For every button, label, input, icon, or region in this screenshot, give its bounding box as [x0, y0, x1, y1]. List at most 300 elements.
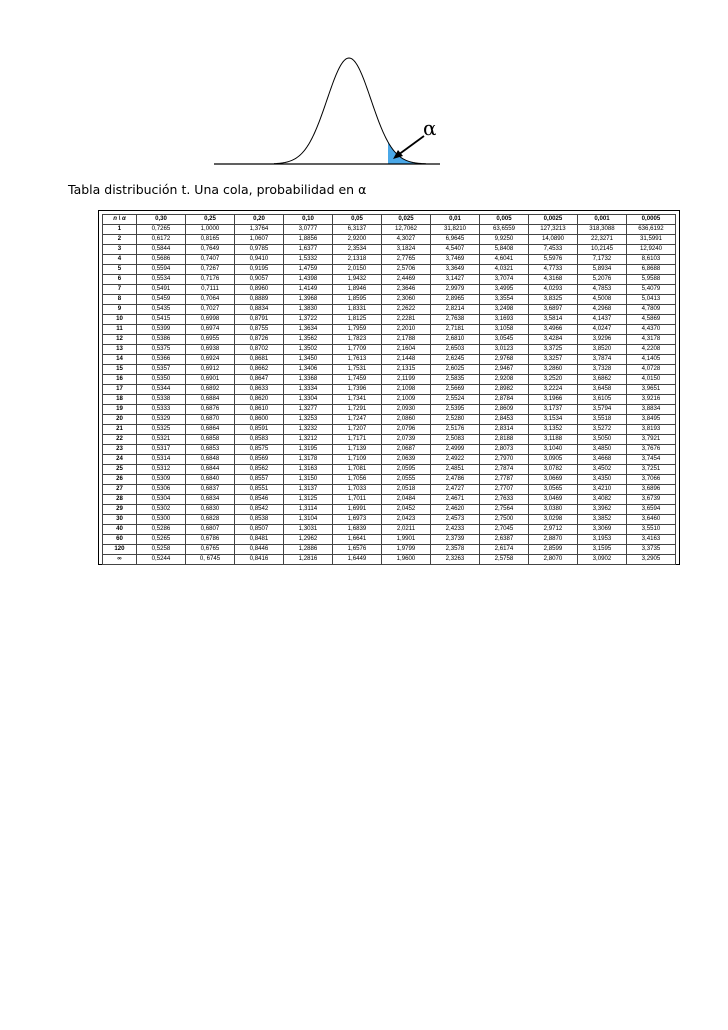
- critical-value-cell: 0,6974: [186, 325, 235, 335]
- critical-value-cell: 1,8946: [333, 285, 382, 295]
- critical-value-cell: 1,7459: [333, 375, 382, 385]
- critical-value-cell: 0,5302: [137, 505, 186, 515]
- critical-value-cell: 2,2622: [382, 305, 431, 315]
- critical-value-cell: 0,5338: [137, 395, 186, 405]
- critical-value-cell: 2,1098: [382, 385, 431, 395]
- critical-value-cell: 2,0452: [382, 505, 431, 515]
- critical-value-cell: 4,1405: [627, 355, 676, 365]
- critical-value-cell: 2,8073: [480, 445, 529, 455]
- degrees-of-freedom-cell: 18: [103, 395, 137, 405]
- critical-value-cell: 1,7207: [333, 425, 382, 435]
- degrees-of-freedom-cell: 10: [103, 315, 137, 325]
- degrees-of-freedom-cell: 23: [103, 445, 137, 455]
- table-row: [103, 425, 676, 435]
- critical-value-cell: 0,6807: [186, 525, 235, 535]
- critical-value-cell: 4,5008: [578, 295, 627, 305]
- degrees-of-freedom-cell: 14: [103, 355, 137, 365]
- critical-value-cell: 2,9768: [480, 355, 529, 365]
- critical-value-cell: 0,6924: [186, 355, 235, 365]
- critical-value-cell: 0,5415: [137, 315, 186, 325]
- critical-value-cell: 3,0565: [529, 485, 578, 495]
- degrees-of-freedom-cell: 12: [103, 335, 137, 345]
- critical-value-cell: 0,7111: [186, 285, 235, 295]
- critical-value-cell: 3,8325: [529, 295, 578, 305]
- critical-value-cell: 3,0545: [480, 335, 529, 345]
- critical-value-cell: 0,8446: [235, 545, 284, 555]
- critical-value-cell: 2,4469: [382, 275, 431, 285]
- critical-value-cell: 3,1427: [431, 275, 480, 285]
- table-row: [103, 505, 676, 515]
- critical-value-cell: 2,0150: [333, 265, 382, 275]
- critical-value-cell: 1,8856: [284, 235, 333, 245]
- critical-value-cell: 2,9979: [431, 285, 480, 295]
- critical-value-cell: 7,4533: [529, 245, 578, 255]
- critical-value-cell: 1,3722: [284, 315, 333, 325]
- table-row: [103, 285, 676, 295]
- critical-value-cell: 3,1534: [529, 415, 578, 425]
- critical-value-cell: 4,0150: [627, 375, 676, 385]
- critical-value-cell: 2,7564: [480, 505, 529, 515]
- critical-value-cell: 4,0321: [480, 265, 529, 275]
- critical-value-cell: 0,6830: [186, 505, 235, 515]
- critical-value-cell: 3,8495: [627, 415, 676, 425]
- critical-value-cell: 3,0469: [529, 495, 578, 505]
- critical-value-cell: 2,5669: [431, 385, 480, 395]
- critical-value-cell: 2,2281: [382, 315, 431, 325]
- critical-value-cell: 0,8591: [235, 425, 284, 435]
- critical-value-cell: 2,6245: [431, 355, 480, 365]
- critical-value-cell: 4,1437: [578, 315, 627, 325]
- critical-value-cell: 1,3178: [284, 455, 333, 465]
- critical-value-cell: 2,8784: [480, 395, 529, 405]
- critical-value-cell: 31,5991: [627, 235, 676, 245]
- critical-value-cell: 12,7062: [382, 225, 431, 235]
- critical-value-cell: 0,5314: [137, 455, 186, 465]
- critical-value-cell: 0,5321: [137, 435, 186, 445]
- table-row: [103, 545, 676, 555]
- critical-value-cell: 2,0211: [382, 525, 431, 535]
- critical-value-cell: 3,4850: [578, 445, 627, 455]
- critical-value-cell: 4,2208: [627, 345, 676, 355]
- critical-value-cell: 3,3257: [529, 355, 578, 365]
- critical-value-cell: 3,5272: [578, 425, 627, 435]
- degrees-of-freedom-cell: ∞: [103, 555, 137, 565]
- table-row: [103, 245, 676, 255]
- critical-value-cell: 0,8551: [235, 485, 284, 495]
- degrees-of-freedom-cell: 13: [103, 345, 137, 355]
- critical-value-cell: 2,7970: [480, 455, 529, 465]
- critical-value-cell: 0,5333: [137, 405, 186, 415]
- critical-value-cell: 0,7064: [186, 295, 235, 305]
- critical-value-cell: 2,8609: [480, 405, 529, 415]
- critical-value-cell: 1,6377: [284, 245, 333, 255]
- degrees-of-freedom-cell: 60: [103, 535, 137, 545]
- critical-value-cell: 2,8965: [431, 295, 480, 305]
- critical-value-cell: 3,4668: [578, 455, 627, 465]
- critical-value-cell: 3,2498: [480, 305, 529, 315]
- critical-value-cell: 0,5534: [137, 275, 186, 285]
- critical-value-cell: 3,1953: [578, 535, 627, 545]
- t-distribution-table: [102, 214, 676, 565]
- critical-value-cell: 1,7139: [333, 445, 382, 455]
- degrees-of-freedom-cell: 24: [103, 455, 137, 465]
- table-row: [103, 365, 676, 375]
- critical-value-cell: 1,4149: [284, 285, 333, 295]
- critical-value-cell: 0,5306: [137, 485, 186, 495]
- critical-value-cell: 2,1318: [333, 255, 382, 265]
- critical-value-cell: 0,6901: [186, 375, 235, 385]
- critical-value-cell: 3,1824: [382, 245, 431, 255]
- header-alpha-value: 0,10: [284, 215, 333, 225]
- critical-value-cell: 1,7531: [333, 365, 382, 375]
- critical-value-cell: 2,9712: [529, 525, 578, 535]
- critical-value-cell: 1,0607: [235, 235, 284, 245]
- critical-value-cell: 0,5258: [137, 545, 186, 555]
- critical-value-cell: 3,1595: [578, 545, 627, 555]
- critical-value-cell: 2,0796: [382, 425, 431, 435]
- critical-value-cell: 3,5794: [578, 405, 627, 415]
- degrees-of-freedom-cell: 7: [103, 285, 137, 295]
- table-row: [103, 485, 676, 495]
- critical-value-cell: 2,4727: [431, 485, 480, 495]
- table-row: [103, 525, 676, 535]
- critical-value-cell: 0,7176: [186, 275, 235, 285]
- critical-value-cell: 3,1040: [529, 445, 578, 455]
- header-alpha-value: 0,001: [578, 215, 627, 225]
- critical-value-cell: 3,4350: [578, 475, 627, 485]
- table-row: [103, 435, 676, 445]
- critical-value-cell: 1,3368: [284, 375, 333, 385]
- table-row: [103, 475, 676, 485]
- table-caption: Tabla distribución t. Una cola, probabilidad en α: [68, 182, 367, 197]
- critical-value-cell: 2,6503: [431, 345, 480, 355]
- critical-value-cell: 1,7341: [333, 395, 382, 405]
- degrees-of-freedom-cell: 27: [103, 485, 137, 495]
- critical-value-cell: 2,8188: [480, 435, 529, 445]
- table-row: [103, 375, 676, 385]
- critical-value-cell: 1,3562: [284, 335, 333, 345]
- critical-value-cell: 1,3031: [284, 525, 333, 535]
- critical-value-cell: 0,5366: [137, 355, 186, 365]
- critical-value-cell: 1,6973: [333, 515, 382, 525]
- critical-value-cell: 5,5976: [529, 255, 578, 265]
- critical-value-cell: 0,5375: [137, 345, 186, 355]
- critical-value-cell: 0,8702: [235, 345, 284, 355]
- table-row: [103, 405, 676, 415]
- critical-value-cell: 1,3232: [284, 425, 333, 435]
- critical-value-cell: 2,5758: [480, 555, 529, 565]
- critical-value-cell: 0,8889: [235, 295, 284, 305]
- critical-value-cell: 1,8125: [333, 315, 382, 325]
- critical-value-cell: 0,5686: [137, 255, 186, 265]
- degrees-of-freedom-cell: 1: [103, 225, 137, 235]
- table-row: [103, 295, 676, 305]
- critical-value-cell: 2,7874: [480, 465, 529, 475]
- critical-value-cell: 2,0860: [382, 415, 431, 425]
- critical-value-cell: 1,7291: [333, 405, 382, 415]
- critical-value-cell: 3,7469: [431, 255, 480, 265]
- critical-value-cell: 0,8633: [235, 385, 284, 395]
- critical-value-cell: 3,3962: [578, 505, 627, 515]
- table-row: [103, 335, 676, 345]
- degrees-of-freedom-cell: 40: [103, 525, 137, 535]
- critical-value-cell: 3,0777: [284, 225, 333, 235]
- degrees-of-freedom-cell: 19: [103, 405, 137, 415]
- degrees-of-freedom-cell: 4: [103, 255, 137, 265]
- table-row: [103, 465, 676, 475]
- critical-value-cell: 0,6998: [186, 315, 235, 325]
- critical-value-cell: 1,3163: [284, 465, 333, 475]
- critical-value-cell: 0,6870: [186, 415, 235, 425]
- degrees-of-freedom-cell: 20: [103, 415, 137, 425]
- t-table-frame: [98, 210, 680, 565]
- critical-value-cell: 2,8314: [480, 425, 529, 435]
- critical-value-cell: 0,5317: [137, 445, 186, 455]
- critical-value-cell: 2,7045: [480, 525, 529, 535]
- critical-value-cell: 1,3304: [284, 395, 333, 405]
- critical-value-cell: 0,6172: [137, 235, 186, 245]
- critical-value-cell: 0,8546: [235, 495, 284, 505]
- critical-value-cell: 3,4210: [578, 485, 627, 495]
- critical-value-cell: 2,1788: [382, 335, 431, 345]
- critical-value-cell: 0,9785: [235, 245, 284, 255]
- critical-value-cell: 0,8610: [235, 405, 284, 415]
- critical-value-cell: 3,7454: [627, 455, 676, 465]
- critical-value-cell: 1,9901: [382, 535, 431, 545]
- degrees-of-freedom-cell: 21: [103, 425, 137, 435]
- critical-value-cell: 0,6840: [186, 475, 235, 485]
- critical-value-cell: 0,8834: [235, 305, 284, 315]
- critical-value-cell: 5,4079: [627, 285, 676, 295]
- degrees-of-freedom-cell: 28: [103, 495, 137, 505]
- critical-value-cell: 2,5395: [431, 405, 480, 415]
- critical-value-cell: 2,9200: [333, 235, 382, 245]
- critical-value-cell: 1,7171: [333, 435, 382, 445]
- critical-value-cell: 3,1058: [480, 325, 529, 335]
- degrees-of-freedom-cell: 2: [103, 235, 137, 245]
- critical-value-cell: 1,3968: [284, 295, 333, 305]
- critical-value-cell: 2,9208: [480, 375, 529, 385]
- critical-value-cell: 0,6876: [186, 405, 235, 415]
- critical-value-cell: 0,8755: [235, 325, 284, 335]
- critical-value-cell: 3,3735: [627, 545, 676, 555]
- critical-value-cell: 1,3830: [284, 305, 333, 315]
- critical-value-cell: 0,6853: [186, 445, 235, 455]
- degrees-of-freedom-cell: 6: [103, 275, 137, 285]
- table-row: [103, 555, 676, 565]
- table-row: [103, 325, 676, 335]
- critical-value-cell: 3,6862: [578, 375, 627, 385]
- critical-value-cell: 3,3069: [578, 525, 627, 535]
- critical-value-cell: 3,3725: [529, 345, 578, 355]
- critical-value-cell: 2,8599: [529, 545, 578, 555]
- critical-value-cell: 0,8583: [235, 435, 284, 445]
- critical-value-cell: 0,6864: [186, 425, 235, 435]
- critical-value-cell: 1,6991: [333, 505, 382, 515]
- table-row: [103, 265, 676, 275]
- critical-value-cell: 3,8520: [578, 345, 627, 355]
- critical-value-cell: 1,3195: [284, 445, 333, 455]
- critical-value-cell: 3,1693: [480, 315, 529, 325]
- header-alpha-value: 0,30: [137, 215, 186, 225]
- critical-value-cell: 31,8210: [431, 225, 480, 235]
- critical-value-cell: 3,3554: [480, 295, 529, 305]
- critical-value-cell: 0,8538: [235, 515, 284, 525]
- critical-value-cell: 0,5344: [137, 385, 186, 395]
- critical-value-cell: 0,9410: [235, 255, 284, 265]
- critical-value-cell: 3,1188: [529, 435, 578, 445]
- critical-value-cell: 3,2860: [529, 365, 578, 375]
- critical-value-cell: 0,5325: [137, 425, 186, 435]
- degrees-of-freedom-cell: 11: [103, 325, 137, 335]
- critical-value-cell: 4,3168: [529, 275, 578, 285]
- critical-value-cell: 0,5844: [137, 245, 186, 255]
- critical-value-cell: 1,3114: [284, 505, 333, 515]
- degrees-of-freedom-cell: 5: [103, 265, 137, 275]
- critical-value-cell: 4,0728: [627, 365, 676, 375]
- critical-value-cell: 2,4620: [431, 505, 480, 515]
- degrees-of-freedom-cell: 17: [103, 385, 137, 395]
- critical-value-cell: 2,4786: [431, 475, 480, 485]
- critical-value-cell: 0,5459: [137, 295, 186, 305]
- critical-value-cell: 3,9651: [627, 385, 676, 395]
- critical-value-cell: 1,3334: [284, 385, 333, 395]
- critical-value-cell: 2,1009: [382, 395, 431, 405]
- critical-value-cell: 5,9588: [627, 275, 676, 285]
- critical-value-cell: 2,3060: [382, 295, 431, 305]
- critical-value-cell: 2,0423: [382, 515, 431, 525]
- critical-value-cell: 1,3406: [284, 365, 333, 375]
- table-row: [103, 495, 676, 505]
- header-alpha-value: 0,05: [333, 215, 382, 225]
- critical-value-cell: 0,6858: [186, 435, 235, 445]
- critical-value-cell: 1,3104: [284, 515, 333, 525]
- critical-value-cell: 3,6460: [627, 515, 676, 525]
- critical-value-cell: 1,7823: [333, 335, 382, 345]
- critical-value-cell: 2,4233: [431, 525, 480, 535]
- critical-value-cell: 2,8453: [480, 415, 529, 425]
- critical-value-cell: 3,6458: [578, 385, 627, 395]
- critical-value-cell: 3,6594: [627, 505, 676, 515]
- critical-value-cell: 2,3646: [382, 285, 431, 295]
- critical-value-cell: 2,4671: [431, 495, 480, 505]
- critical-value-cell: 0,8960: [235, 285, 284, 295]
- critical-value-cell: 2,7500: [480, 515, 529, 525]
- t-distribution-curve-figure: [212, 52, 442, 172]
- critical-value-cell: 2,3578: [431, 545, 480, 555]
- critical-value-cell: 5,8934: [578, 265, 627, 275]
- critical-value-cell: 2,7633: [480, 495, 529, 505]
- critical-value-cell: 3,2224: [529, 385, 578, 395]
- critical-value-cell: 1,3150: [284, 475, 333, 485]
- header-alpha-value: 0,0005: [627, 215, 676, 225]
- critical-value-cell: 1,2816: [284, 555, 333, 565]
- critical-value-cell: 0,6955: [186, 335, 235, 345]
- critical-value-cell: 2,0518: [382, 485, 431, 495]
- critical-value-cell: 0,9195: [235, 265, 284, 275]
- bell-curve: [274, 58, 426, 164]
- critical-value-cell: 0,7267: [186, 265, 235, 275]
- critical-value-cell: 4,7733: [529, 265, 578, 275]
- critical-value-cell: 3,5518: [578, 415, 627, 425]
- critical-value-cell: 0,6786: [186, 535, 235, 545]
- critical-value-cell: 2,3263: [431, 555, 480, 565]
- critical-value-cell: 0,5312: [137, 465, 186, 475]
- critical-value-cell: 2,5706: [382, 265, 431, 275]
- critical-value-cell: 0,7649: [186, 245, 235, 255]
- critical-value-cell: 1,7709: [333, 345, 382, 355]
- degrees-of-freedom-cell: 8: [103, 295, 137, 305]
- critical-value-cell: 4,0247: [578, 325, 627, 335]
- critical-value-cell: 3,0902: [578, 555, 627, 565]
- critical-value-cell: 0,8542: [235, 505, 284, 515]
- critical-value-cell: 4,5869: [627, 315, 676, 325]
- critical-value-cell: 3,3649: [431, 265, 480, 275]
- critical-value-cell: 3,8834: [627, 405, 676, 415]
- critical-value-cell: 6,3137: [333, 225, 382, 235]
- critical-value-cell: 2,7765: [382, 255, 431, 265]
- critical-value-cell: 2,1448: [382, 355, 431, 365]
- critical-value-cell: 4,6041: [480, 255, 529, 265]
- critical-value-cell: 2,7787: [480, 475, 529, 485]
- critical-value-cell: 0,8791: [235, 315, 284, 325]
- critical-value-cell: 2,7707: [480, 485, 529, 495]
- critical-value-cell: 2,4851: [431, 465, 480, 475]
- header-alpha-value: 0,025: [382, 215, 431, 225]
- critical-value-cell: 2,1315: [382, 365, 431, 375]
- critical-value-cell: 1,3764: [235, 225, 284, 235]
- critical-value-cell: 127,3213: [529, 225, 578, 235]
- critical-value-cell: 4,7809: [627, 305, 676, 315]
- critical-value-cell: 3,4502: [578, 465, 627, 475]
- critical-value-cell: 2,8982: [480, 385, 529, 395]
- table-header-row: [103, 215, 676, 225]
- critical-value-cell: 14,0890: [529, 235, 578, 245]
- critical-value-cell: 2,1199: [382, 375, 431, 385]
- critical-value-cell: 3,0782: [529, 465, 578, 475]
- critical-value-cell: 1,5332: [284, 255, 333, 265]
- critical-value-cell: 3,5510: [627, 525, 676, 535]
- critical-value-cell: 0,6848: [186, 455, 235, 465]
- critical-value-cell: 0,6765: [186, 545, 235, 555]
- critical-value-cell: 1,6839: [333, 525, 382, 535]
- critical-value-cell: 0,8165: [186, 235, 235, 245]
- critical-value-cell: 3,4163: [627, 535, 676, 545]
- critical-value-cell: 0,7027: [186, 305, 235, 315]
- critical-value-cell: 4,7853: [578, 285, 627, 295]
- critical-value-cell: 3,3852: [578, 515, 627, 525]
- critical-value-cell: 0,5386: [137, 335, 186, 345]
- critical-value-cell: 0,6828: [186, 515, 235, 525]
- critical-value-cell: 1,3212: [284, 435, 333, 445]
- critical-value-cell: 1,7109: [333, 455, 382, 465]
- critical-value-cell: 5,2076: [578, 275, 627, 285]
- critical-value-cell: 4,3178: [627, 335, 676, 345]
- critical-value-cell: 3,1737: [529, 405, 578, 415]
- critical-value-cell: 3,9296: [578, 335, 627, 345]
- critical-value-cell: 3,0380: [529, 505, 578, 515]
- critical-value-cell: 2,3534: [333, 245, 382, 255]
- critical-value-cell: 2,7638: [431, 315, 480, 325]
- critical-value-cell: 3,0669: [529, 475, 578, 485]
- critical-value-cell: 3,4082: [578, 495, 627, 505]
- table-row: [103, 445, 676, 455]
- critical-value-cell: 0,5244: [137, 555, 186, 565]
- critical-value-cell: 1,7081: [333, 465, 382, 475]
- critical-value-cell: 2,4573: [431, 515, 480, 525]
- critical-value-cell: 3,6896: [627, 485, 676, 495]
- critical-value-cell: 1,9600: [382, 555, 431, 565]
